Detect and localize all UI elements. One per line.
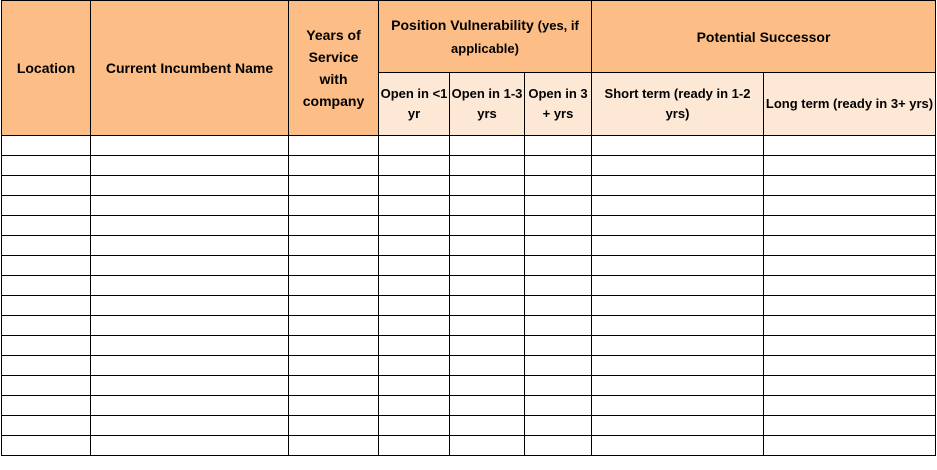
table-cell[interactable] <box>764 336 936 356</box>
table-cell[interactable] <box>91 356 289 376</box>
table-cell[interactable] <box>525 336 592 356</box>
table-cell[interactable] <box>379 216 450 236</box>
table-cell[interactable] <box>525 296 592 316</box>
table-cell[interactable] <box>2 356 91 376</box>
table-cell[interactable] <box>525 376 592 396</box>
table-cell[interactable] <box>592 376 764 396</box>
table-cell[interactable] <box>289 276 379 296</box>
table-cell[interactable] <box>764 276 936 296</box>
table-cell[interactable] <box>592 296 764 316</box>
table-cell[interactable] <box>2 136 91 156</box>
header-open-1-3[interactable]: Open in 1-3 yrs <box>450 73 525 136</box>
table-cell[interactable] <box>450 356 525 376</box>
table-cell[interactable] <box>2 296 91 316</box>
table-cell[interactable] <box>525 196 592 216</box>
table-cell[interactable] <box>289 396 379 416</box>
table-cell[interactable] <box>450 156 525 176</box>
table-cell[interactable] <box>289 196 379 216</box>
table-row <box>2 416 936 436</box>
table-cell[interactable] <box>764 356 936 376</box>
table-cell[interactable] <box>592 216 764 236</box>
table-row <box>2 156 936 176</box>
table-cell[interactable] <box>289 156 379 176</box>
header-potential-successor[interactable]: Potential Successor <box>592 1 936 73</box>
table-cell[interactable] <box>592 236 764 256</box>
table-cell[interactable] <box>525 176 592 196</box>
table-cell[interactable] <box>2 336 91 356</box>
table-row <box>2 176 936 196</box>
table-row <box>2 356 936 376</box>
header-open-3plus[interactable]: Open in 3 + yrs <box>525 73 592 136</box>
table-cell[interactable] <box>450 136 525 156</box>
header-location[interactable]: Location <box>2 1 91 136</box>
table-cell[interactable] <box>450 236 525 256</box>
table-row <box>2 196 936 216</box>
table-cell[interactable] <box>379 356 450 376</box>
vulnerability-title: Position Vulnerability <box>391 16 534 33</box>
table-cell[interactable] <box>592 196 764 216</box>
table-cell[interactable] <box>592 276 764 296</box>
table-cell[interactable] <box>289 256 379 276</box>
table-cell[interactable] <box>450 296 525 316</box>
table-row <box>2 336 936 356</box>
table-cell[interactable] <box>2 416 91 436</box>
table-cell[interactable] <box>379 396 450 416</box>
table-cell[interactable] <box>91 296 289 316</box>
table-cell[interactable] <box>450 216 525 236</box>
table-cell[interactable] <box>379 436 450 456</box>
table-cell[interactable] <box>2 376 91 396</box>
table-cell[interactable] <box>2 316 91 336</box>
table-cell[interactable] <box>592 336 764 356</box>
table-cell[interactable] <box>450 396 525 416</box>
vulnerability-note: (yes, if applicable) <box>451 17 579 56</box>
table-cell[interactable] <box>289 216 379 236</box>
table-cell[interactable] <box>764 256 936 276</box>
table-cell[interactable] <box>450 176 525 196</box>
table-cell[interactable] <box>2 196 91 216</box>
table-cell[interactable] <box>289 336 379 356</box>
table-cell[interactable] <box>525 136 592 156</box>
table-cell[interactable] <box>91 216 289 236</box>
table-cell[interactable] <box>525 316 592 336</box>
table-cell[interactable] <box>450 316 525 336</box>
table-cell[interactable] <box>525 436 592 456</box>
table-cell[interactable] <box>2 176 91 196</box>
table-cell[interactable] <box>764 436 936 456</box>
table-body <box>2 136 936 456</box>
table-cell[interactable] <box>450 376 525 396</box>
table-cell[interactable] <box>592 316 764 336</box>
table-cell[interactable] <box>764 156 936 176</box>
table-cell[interactable] <box>91 316 289 336</box>
table-cell[interactable] <box>525 236 592 256</box>
table-cell[interactable] <box>764 176 936 196</box>
table-cell[interactable] <box>379 276 450 296</box>
table-cell[interactable] <box>2 216 91 236</box>
table-row <box>2 136 936 156</box>
table-cell[interactable] <box>91 236 289 256</box>
table-cell[interactable] <box>525 276 592 296</box>
table-cell[interactable] <box>379 156 450 176</box>
table-cell[interactable] <box>379 336 450 356</box>
header-long-term[interactable]: Long term (ready in 3+ yrs) <box>764 73 936 136</box>
header-open-lt1[interactable]: Open in <1 yr <box>379 73 450 136</box>
table-cell[interactable] <box>525 256 592 276</box>
table-cell[interactable] <box>2 236 91 256</box>
table-cell[interactable] <box>289 376 379 396</box>
table-cell[interactable] <box>592 396 764 416</box>
table-cell[interactable] <box>289 356 379 376</box>
table-cell[interactable] <box>2 256 91 276</box>
table-cell[interactable] <box>91 276 289 296</box>
table-cell[interactable] <box>764 296 936 316</box>
table-cell[interactable] <box>525 216 592 236</box>
table-cell[interactable] <box>289 176 379 196</box>
table-cell[interactable] <box>592 156 764 176</box>
table-cell[interactable] <box>592 356 764 376</box>
table-cell[interactable] <box>379 196 450 216</box>
table-cell[interactable] <box>764 196 936 216</box>
table-cell[interactable] <box>525 396 592 416</box>
table-row <box>2 376 936 396</box>
table-cell[interactable] <box>91 396 289 416</box>
table-row <box>2 296 936 316</box>
table-cell[interactable] <box>91 336 289 356</box>
table-cell[interactable] <box>379 256 450 276</box>
table-cell[interactable] <box>450 196 525 216</box>
table-cell[interactable] <box>91 416 289 436</box>
table-cell[interactable] <box>91 436 289 456</box>
table-cell[interactable] <box>289 436 379 456</box>
table-cell[interactable] <box>525 416 592 436</box>
table-cell[interactable] <box>379 136 450 156</box>
table-cell[interactable] <box>525 156 592 176</box>
table-row <box>2 396 936 416</box>
header-incumbent-name[interactable]: Current Incumbent Name <box>91 1 289 136</box>
table-cell[interactable] <box>91 136 289 156</box>
table-cell[interactable] <box>379 296 450 316</box>
table-cell[interactable] <box>289 296 379 316</box>
table-cell[interactable] <box>450 436 525 456</box>
table-cell[interactable] <box>91 156 289 176</box>
table-cell[interactable] <box>379 176 450 196</box>
table-cell[interactable] <box>2 276 91 296</box>
table-row <box>2 216 936 236</box>
table-cell[interactable] <box>764 396 936 416</box>
table-cell[interactable] <box>450 276 525 296</box>
table-cell[interactable] <box>450 256 525 276</box>
table-cell[interactable] <box>764 316 936 336</box>
table-cell[interactable] <box>525 356 592 376</box>
table-cell[interactable] <box>450 416 525 436</box>
header-position-vulnerability[interactable] <box>379 1 592 73</box>
table-cell[interactable] <box>91 376 289 396</box>
table-row <box>2 436 936 456</box>
table-cell[interactable] <box>379 376 450 396</box>
table-cell[interactable] <box>289 316 379 336</box>
table-cell[interactable] <box>91 176 289 196</box>
table-cell[interactable] <box>764 416 936 436</box>
table-cell[interactable] <box>592 256 764 276</box>
table-cell[interactable] <box>289 136 379 156</box>
header-years-of-service[interactable]: Years of Service with company <box>289 1 379 136</box>
table-cell[interactable] <box>289 236 379 256</box>
table-cell[interactable] <box>592 436 764 456</box>
table-cell[interactable] <box>379 416 450 436</box>
table-row <box>2 256 936 276</box>
table-row <box>2 316 936 336</box>
table-cell[interactable] <box>289 416 379 436</box>
table-cell[interactable] <box>764 216 936 236</box>
table-cell[interactable] <box>592 416 764 436</box>
table-cell[interactable] <box>2 396 91 416</box>
table-cell[interactable] <box>592 176 764 196</box>
table-cell[interactable] <box>91 196 289 216</box>
table-cell[interactable] <box>2 436 91 456</box>
table-cell[interactable] <box>379 316 450 336</box>
table-row <box>2 276 936 296</box>
header-short-term[interactable]: Short term (ready in 1-2 yrs) <box>592 73 764 136</box>
table-cell[interactable] <box>764 236 936 256</box>
table-cell[interactable] <box>2 156 91 176</box>
table-cell[interactable] <box>592 136 764 156</box>
succession-planning-table <box>1 0 936 456</box>
table-cell[interactable] <box>764 376 936 396</box>
table-cell[interactable] <box>450 336 525 356</box>
table-row <box>2 236 936 256</box>
table-cell[interactable] <box>379 236 450 256</box>
table-cell[interactable] <box>764 136 936 156</box>
table-cell[interactable] <box>91 256 289 276</box>
